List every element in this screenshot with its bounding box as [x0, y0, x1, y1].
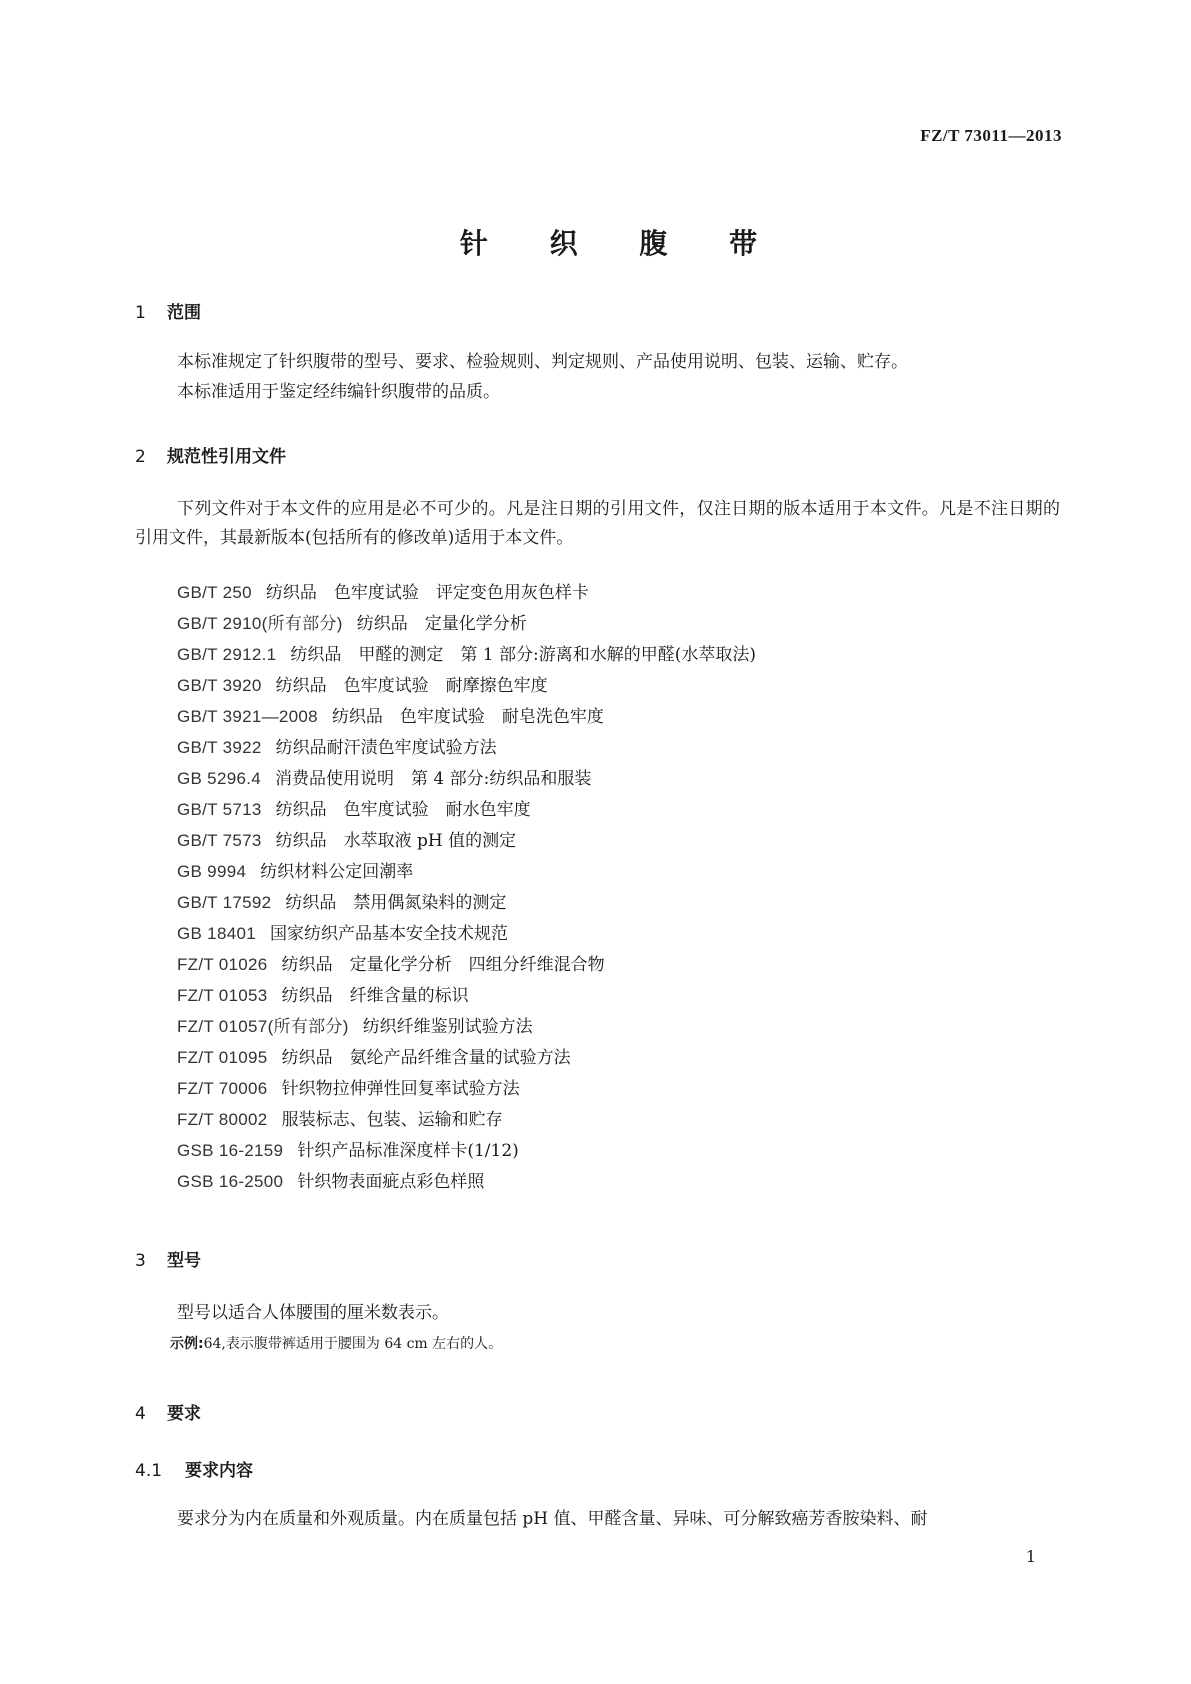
- reference-list: [177, 577, 756, 1197]
- section-title: 规范性引用文件: [167, 447, 286, 467]
- section-title: 要求: [167, 1404, 201, 1424]
- document-title: 针 织 腹 带: [459, 227, 784, 260]
- scope-paragraph-2: 本标准适用于鉴定经纬编针织腹带的品质。: [177, 382, 500, 402]
- example-text: 64,表示腹带裤适用于腰围为 64 cm 左右的人。: [203, 1336, 503, 1352]
- reference-title: 纺织品 定量化学分析 四组分纤维混合物: [281, 955, 605, 975]
- reference-item: [177, 1042, 756, 1073]
- section-heading-scope: [135, 298, 201, 323]
- reference-item: [177, 1073, 756, 1104]
- reference-item: [177, 1135, 756, 1166]
- reference-code: GB/T 3921—2008: [177, 707, 318, 726]
- reference-item: [177, 639, 756, 670]
- model-example: [170, 1333, 502, 1353]
- section-number: 4: [135, 1404, 146, 1424]
- reference-code: GSB 16-2159: [177, 1141, 284, 1160]
- subsection-title: 要求内容: [185, 1461, 253, 1481]
- reference-code: GB/T 17592: [177, 893, 272, 912]
- section-heading-requirements: [135, 1399, 201, 1424]
- reference-item: [177, 701, 756, 732]
- reference-code: FZ/T 01053: [177, 986, 268, 1005]
- page-number: 1: [1025, 1547, 1036, 1566]
- requirements-paragraph: 要求分为内在质量和外观质量。内在质量包括 pH 值、甲醛含量、异味、可分解致癌芳香胺染料、耐: [177, 1509, 928, 1529]
- reference-title: 纺织纤维鉴别试验方法: [362, 1017, 533, 1037]
- model-paragraph: 型号以适合人体腰围的厘米数表示。: [177, 1303, 449, 1323]
- reference-title: 纺织品 水萃取液 pH 值的测定: [275, 831, 517, 851]
- reference-title: 针织产品标准深度样卡(1/12): [297, 1141, 519, 1161]
- reference-title: 纺织材料公定回潮率: [260, 862, 414, 882]
- section-heading-normative-references: [135, 442, 286, 467]
- reference-item: [177, 670, 756, 701]
- reference-title: 纺织品耐汗渍色牢度试验方法: [275, 738, 497, 758]
- reference-code: GB/T 250: [177, 583, 252, 602]
- reference-item: [177, 763, 756, 794]
- section-number: 2: [135, 447, 146, 467]
- reference-title: 针织物拉伸弹性回复率试验方法: [281, 1079, 520, 1099]
- reference-item: [177, 825, 756, 856]
- reference-title: 纺织品 纤维含量的标识: [281, 986, 469, 1006]
- reference-item: [177, 887, 756, 918]
- reference-code: FZ/T 01057(所有部分): [177, 1017, 349, 1036]
- reference-item: [177, 794, 756, 825]
- reference-code: GB 9994: [177, 862, 247, 881]
- reference-code: FZ/T 70006: [177, 1079, 268, 1098]
- reference-code: GB/T 5713: [177, 800, 262, 819]
- reference-item: [177, 1166, 756, 1197]
- reference-item: [177, 1011, 756, 1042]
- reference-code: GB/T 2912.1: [177, 645, 277, 664]
- standard-code: FZ/T 73011—2013: [920, 126, 1062, 145]
- reference-item: [177, 980, 756, 1011]
- reference-title: 针织物表面疵点彩色样照: [297, 1172, 485, 1192]
- reference-title: 消费品使用说明 第 4 部分:纺织品和服装: [274, 769, 592, 789]
- section-number: 1: [135, 303, 146, 323]
- reference-item: [177, 608, 756, 639]
- reference-code: GB/T 2910(所有部分): [177, 614, 343, 633]
- subsection-number: 4.1: [135, 1461, 163, 1481]
- reference-item: [177, 577, 756, 608]
- reference-item: [177, 1104, 756, 1135]
- reference-item: [177, 856, 756, 887]
- reference-code: FZ/T 01095: [177, 1048, 268, 1067]
- reference-title: 纺织品 色牢度试验 耐摩擦色牢度: [275, 676, 548, 696]
- reference-title: 国家纺织产品基本安全技术规范: [269, 924, 508, 944]
- reference-code: FZ/T 80002: [177, 1110, 268, 1129]
- reference-title: 纺织品 色牢度试验 耐水色牢度: [275, 800, 531, 820]
- section-title: 范围: [167, 303, 201, 323]
- reference-title: 纺织品 色牢度试验 评定变色用灰色样卡: [265, 583, 589, 603]
- reference-code: GB/T 7573: [177, 831, 262, 850]
- reference-code: GB/T 3920: [177, 676, 262, 695]
- section-number: 3: [135, 1251, 146, 1271]
- scope-paragraph-1: 本标准规定了针织腹带的型号、要求、检验规则、判定规则、产品使用说明、包装、运输、贮存。: [177, 352, 908, 372]
- reference-title: 服装标志、包装、运输和贮存: [281, 1110, 503, 1130]
- reference-code: GB 18401: [177, 924, 256, 943]
- section-title: 型号: [167, 1251, 201, 1271]
- example-label: 示例:: [170, 1336, 204, 1352]
- reference-title: 纺织品 色牢度试验 耐皂洗色牢度: [331, 707, 604, 727]
- reference-code: FZ/T 01026: [177, 955, 268, 974]
- subsection-heading-requirement-content: [135, 1456, 253, 1481]
- reference-code: GB 5296.4: [177, 769, 261, 788]
- reference-title: 纺织品 氨纶产品纤维含量的试验方法: [281, 1048, 571, 1068]
- reference-title: 纺织品 甲醛的测定 第 1 部分:游离和水解的甲醛(水萃取法): [290, 645, 757, 665]
- reference-title: 纺织品 定量化学分析: [356, 614, 527, 634]
- reference-code: GB/T 3922: [177, 738, 262, 757]
- section-heading-model: [135, 1246, 201, 1271]
- reference-item: [177, 949, 756, 980]
- reference-code: GSB 16-2500: [177, 1172, 284, 1191]
- reference-item: [177, 918, 756, 949]
- reference-item: [177, 732, 756, 763]
- reference-title: 纺织品 禁用偶氮染料的测定: [285, 893, 507, 913]
- references-intro-paragraph: 下列文件对于本文件的应用是必不可少的。凡是注日期的引用文件，仅注日期的版本适用于本文件。凡是不注日期的引用文件，其最新版本(包括所有的修改单)适用于本文件。: [135, 499, 1060, 548]
